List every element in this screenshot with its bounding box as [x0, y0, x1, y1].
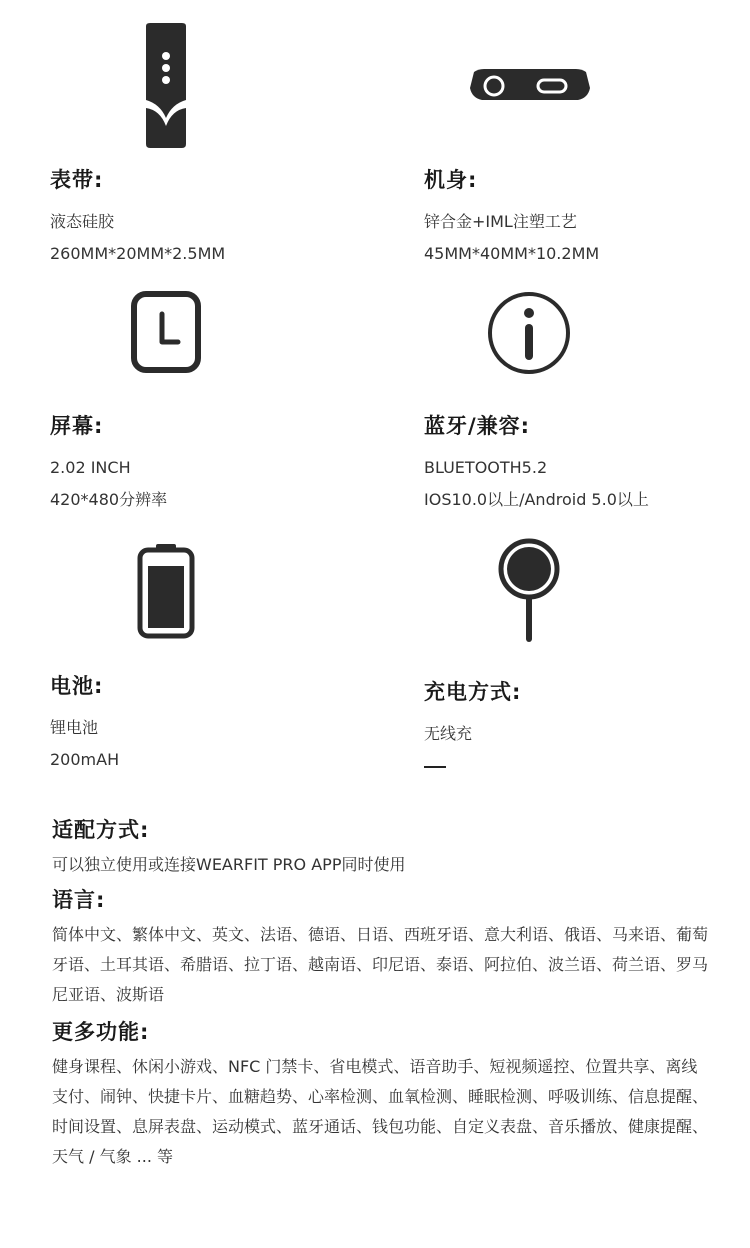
spec-strap-title: 表带: — [50, 168, 104, 192]
section-language-title: 语言: — [52, 888, 106, 912]
section-language — [52, 884, 712, 1010]
spec-body — [424, 164, 744, 270]
spec-bluetooth-title: 蓝牙/兼容: — [424, 414, 531, 438]
section-adapt-title: 适配方式: — [52, 818, 150, 842]
spec-screen-resolution: 420*480分辨率 — [50, 490, 168, 509]
spec-battery-capacity: 200mAH — [50, 750, 120, 769]
section-features — [52, 1016, 712, 1172]
spec-charging-type: 无线充 — [424, 724, 473, 743]
spec-screen-title: 屏幕: — [50, 414, 104, 438]
section-language-body: 简体中文、繁体中文、英文、法语、德语、日语、西班牙语、意大利语、俄语、马来语、葡萄牙语、土耳其语、希腊语、拉丁语、越南语、印尼语、泰语、阿拉伯、波兰语、荷兰语、罗马尼亚语、波斯语 — [52, 925, 709, 1004]
spec-bluetooth-version: BLUETOOTH5.2 — [424, 458, 548, 477]
spec-battery-type: 锂电池 — [50, 718, 99, 737]
clock-screen-icon — [130, 290, 202, 374]
spec-strap-size: 260MM*20MM*2.5MM — [50, 244, 226, 263]
spec-strap-material: 液态硅胶 — [50, 212, 115, 231]
section-adapt-body: 可以独立使用或连接WEARFIT PRO APP同时使用 — [52, 855, 406, 874]
watch-body-icon — [468, 68, 592, 104]
section-features-title: 更多功能: — [52, 1020, 150, 1044]
spec-battery — [50, 670, 370, 776]
spec-charging-divider — [424, 750, 744, 782]
section-features-body: 健身课程、休闲小游戏、NFC 门禁卡、省电模式、语音助手、短视频遥控、位置共享、离线支付、闹钟、快捷卡片、血糖趋势、心率检测、血氧检测、睡眠检测、呼吸训练、信息提醒、时间设置、息屏表盘、运动模式、蓝牙通话、钱包功能、自定义表盘、音乐播放、健康提醒、天气 / 气象 ... 等 — [52, 1057, 709, 1166]
spec-body-size: 45MM*40MM*10.2MM — [424, 244, 600, 263]
spec-charging-title: 充电方式: — [424, 680, 522, 704]
spec-body-material: 锌合金+IML注塑工艺 — [424, 212, 577, 231]
spec-charging — [424, 676, 744, 782]
dash-divider — [424, 766, 446, 768]
spec-bluetooth — [424, 410, 744, 516]
spec-bluetooth-compat: IOS10.0以上/Android 5.0以上 — [424, 490, 649, 509]
battery-icon — [136, 542, 196, 640]
spec-screen-size: 2.02 INCH — [50, 458, 131, 477]
wireless-charger-icon — [496, 536, 562, 646]
spec-strap — [50, 164, 370, 270]
spec-screen — [50, 410, 370, 516]
spec-battery-title: 电池: — [50, 674, 104, 698]
info-icon — [486, 290, 572, 376]
section-adapt — [52, 814, 712, 880]
spec-body-title: 机身: — [424, 168, 478, 192]
watch-strap-icon — [142, 22, 190, 150]
